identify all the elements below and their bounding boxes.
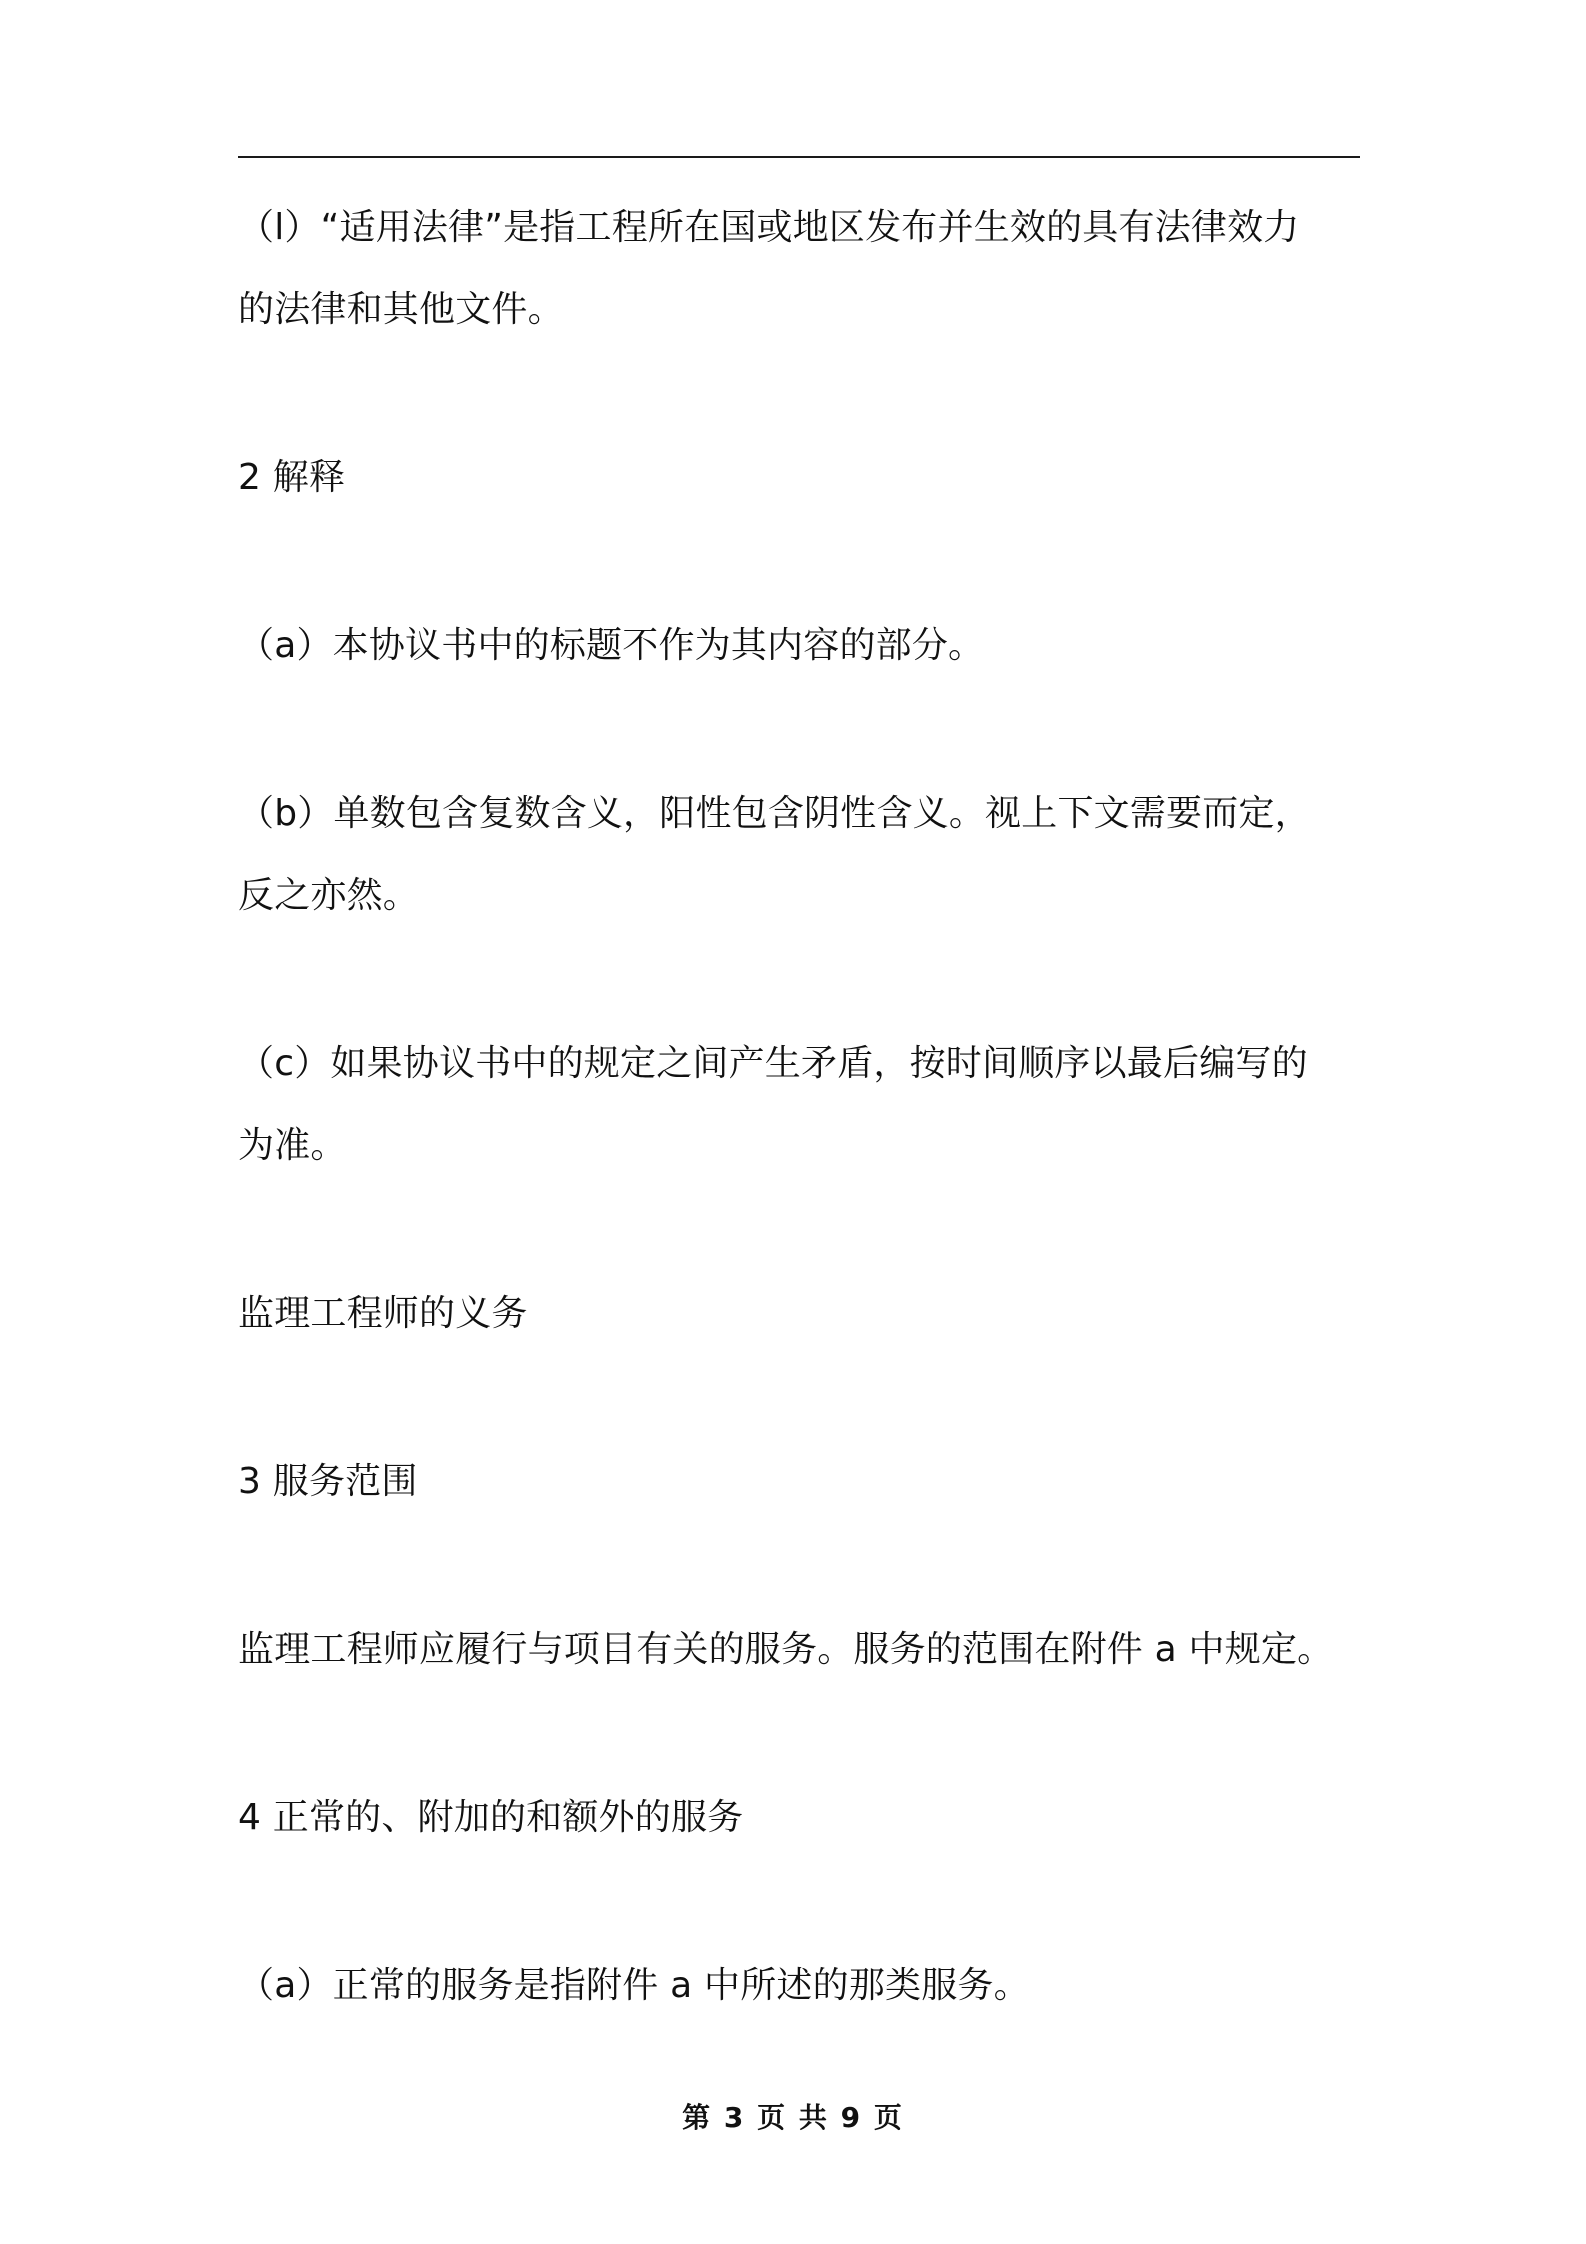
paragraph-applicable-law-line2: 的法律和其他文件。	[238, 289, 564, 330]
paragraph-interpretation-b-line1: （b）单数包含复数含义，阳性包含阴性含义。视上下文需要而定，	[238, 793, 1311, 834]
heading-scope-of-services: 3 服务范围	[238, 1461, 418, 1502]
heading-interpretation: 2 解释	[238, 457, 346, 498]
heading-normal-additional-extra-services: 4 正常的、附加的和额外的服务	[238, 1797, 744, 1838]
paragraph-scope-of-services: 监理工程师应履行与项目有关的服务。服务的范围在附件 a 中规定。	[238, 1629, 1334, 1670]
paragraph-applicable-law-line1: （l）“适用法律”是指工程所在国或地区发布并生效的具有法律效力	[238, 207, 1300, 248]
header-rule	[238, 156, 1360, 158]
paragraph-normal-services-a: （a）正常的服务是指附件 a 中所述的那类服务。	[238, 1965, 1030, 2006]
paragraph-interpretation-c-line2: 为准。	[238, 1125, 347, 1166]
paragraph-interpretation-a: （a）本协议书中的标题不作为其内容的部分。	[238, 625, 985, 666]
heading-engineer-obligations: 监理工程师的义务	[238, 1293, 528, 1334]
paragraph-interpretation-b-line2: 反之亦然。	[238, 875, 420, 916]
page-number-footer: 第 3 页 共 9 页	[682, 2101, 904, 2134]
paragraph-interpretation-c-line1: （c）如果协议书中的规定之间产生矛盾，按时间顺序以最后编写的	[238, 1043, 1308, 1084]
